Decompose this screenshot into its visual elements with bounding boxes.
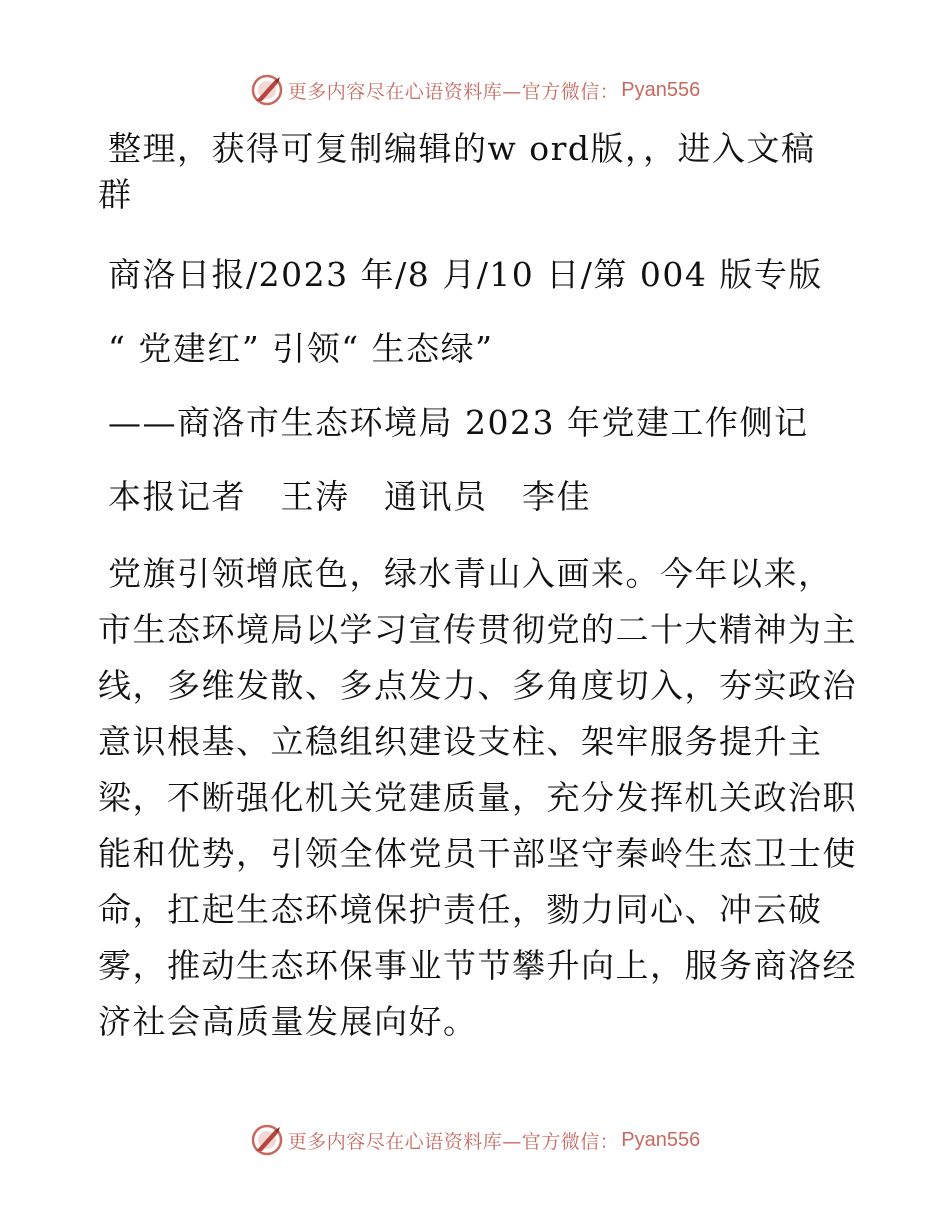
document-content (98, 118, 857, 1050)
byline: 本报记者 王涛 通讯员 李佳 (108, 477, 591, 516)
body-line: 雾，推动生态环保事业节节攀升向上，服务商洛经 (98, 946, 857, 985)
intro-line-2: 群 (98, 175, 133, 214)
watermark-id: Pyan556 (621, 1128, 701, 1151)
watermark-text: 更多内容尽在心语资料库—官方微信： (287, 1130, 620, 1153)
watermark-footer (0, 1120, 950, 1160)
body-line: 线，多维发散、多点发力、多角度切入，夯实政治 (98, 666, 857, 705)
watermark-header (0, 70, 950, 110)
watermark-text: 更多内容尽在心语资料库—官方微信： (287, 80, 620, 103)
body-line: 梁，不断强化机关党建质量，充分发挥机关政治职 (98, 778, 857, 817)
body-line: 济社会高质量发展向好。 (98, 1002, 478, 1041)
body-line: 意识根基、立稳组织建设支柱、架牢服务提升主 (98, 722, 823, 761)
body-line: 命，扛起生态环境保护责任，勠力同心、冲云破 (98, 890, 823, 929)
article-subtitle: ——商洛市生态环境局 2023 年党建工作侧记 (108, 403, 809, 442)
source-line: 商洛日报/2023 年/8 月/10 日/第 004 版专版 (108, 255, 823, 294)
intro-line-1: 整理，获得可复制编辑的w ord版，，进入文稿 (108, 129, 816, 168)
body-line: 能和优势，引领全体党员干部坚守秦岭生态卫士使 (98, 834, 857, 873)
quill-logo-icon (250, 73, 284, 107)
body-line: 市生态环境局以学习宣传贯彻党的二十大精神为主 (98, 610, 857, 649)
watermark-id: Pyan556 (621, 78, 701, 101)
article-title: “ 党建红” 引领“ 生态绿” (108, 329, 494, 368)
article-body (98, 546, 857, 1050)
body-line: 党旗引领增底色，绿水青山入画来。今年以来， (108, 554, 833, 593)
quill-logo-icon (250, 1123, 284, 1157)
